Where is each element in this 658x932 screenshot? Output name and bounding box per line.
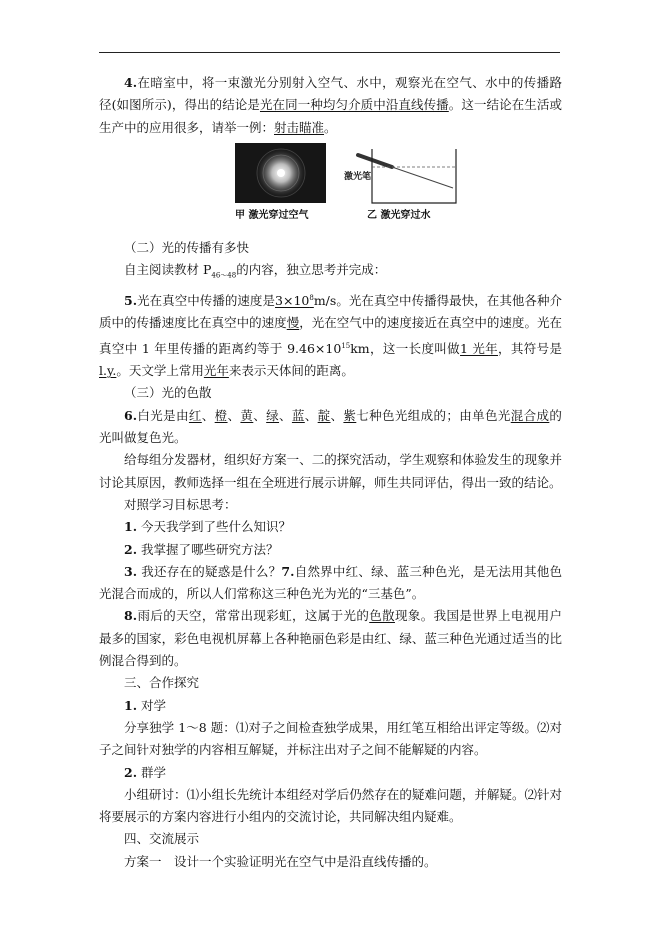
- reflection-question-3: 3. 我还存在的疑惑是什么？7.自然界中红、绿、蓝三种色光，是无法用其他色光混合而成的，所以人们常称这三种色光为光的“三基色”。: [99, 563, 562, 602]
- plan-one: 方案一 设计一个实验证明光在空气中是沿直线传播的。: [124, 853, 437, 869]
- figure-laser: [99, 139, 562, 237]
- answer-example: 射击瞄准: [274, 119, 325, 135]
- section-three-title: 三、合作探究: [124, 675, 200, 691]
- answer-conclusion: 光在同一种均匀介质中沿直线传播: [259, 97, 449, 113]
- question-6: 6.白光是由红、橙、黄、绿、蓝、靛、紫七种色光组成的；由单色光混合成的光叫做复色光。: [99, 407, 562, 446]
- question-5: 5.光在真空中传播的速度是$3\times 10^8m/s$。光在真空中传播得最快，在其他各种介质中的传播速度比在真空中的速度慢，光在空气中的速度接近在真空中的速度。光在真空中 1 年里传播的距离约等于 $9.46\times 10^{15}km$，这一长度叫做1 光年，其符号是l.y.。天文学上常用光年来表示天体间的距离。: [99, 293, 562, 379]
- section-title-dispersion: （三）光的色散: [124, 385, 212, 401]
- reflection-question-2: 2. 我掌握了哪些研究方法？: [124, 541, 279, 557]
- reflection-question-1: 1. 今天我学到了些什么知识？: [124, 519, 292, 535]
- caption-air: 甲 激光穿过空气: [235, 209, 309, 221]
- caption-water: 乙 激光穿过水: [367, 209, 431, 221]
- group-activity-paragraph: 给每组分发器材，组织好方案一、二的探究活动，学生观察和体验发生的现象并讨论其原因，教师选择一组在全班进行展示讲解，师生共同评估，得出一致的结论。: [99, 452, 562, 490]
- pair-study-text: 分享独学 1～8 题：⑴对子之间检查独学成果，用红笔互相给出评定等级。⑵对子之间针对独学的内容相互解疑，并标注出对子之间不能解疑的内容。: [99, 719, 562, 758]
- question-4: 4.在暗室中，将一束激光分别射入空气、水中，观察光在空气、水中的传播路径(如图所示)，得出的结论是光在同一种均匀介质中沿直线传播。这一结论在生活或生产中的应用很多，请举一例：射击瞄准。: [99, 75, 562, 135]
- reflection-prompt: 对照学习目标思考：: [124, 496, 237, 512]
- laser-pen-label: 激光笔: [344, 171, 372, 182]
- header-rule: [99, 52, 560, 53]
- answer-light-speed: $3\times 10^8$: [275, 293, 314, 309]
- section-four-title: 四、交流展示: [124, 831, 200, 847]
- question-8: 8.雨后的天空，常常出现彩虹，这属于光的色散现象。我国是世界上电视用户最多的国家，彩色电视机屏幕上各种艳丽色彩是由红、绿、蓝三种色光通过适当的比例混合得到的。: [99, 608, 562, 669]
- section-title-speed: （二）光的传播有多快: [124, 239, 250, 255]
- pair-study-heading: 1. 对学: [124, 697, 167, 713]
- laser-in-water-diagram: [344, 143, 458, 205]
- laser-in-air-photo: [235, 143, 326, 203]
- group-study-heading: 2. 群学: [124, 764, 167, 780]
- reading-instruction: 自主阅读教材 $P_{46\sim 48}$的内容，独立思考并完成：: [124, 262, 387, 280]
- group-study-text: 小组研讨：⑴小组长先统计本组经对学后仍然存在的疑难问题，并解疑。⑵针对将要展示的方案内容进行小组内的交流讨论，共同解决组内疑难。: [99, 786, 562, 825]
- document-body: [99, 72, 562, 873]
